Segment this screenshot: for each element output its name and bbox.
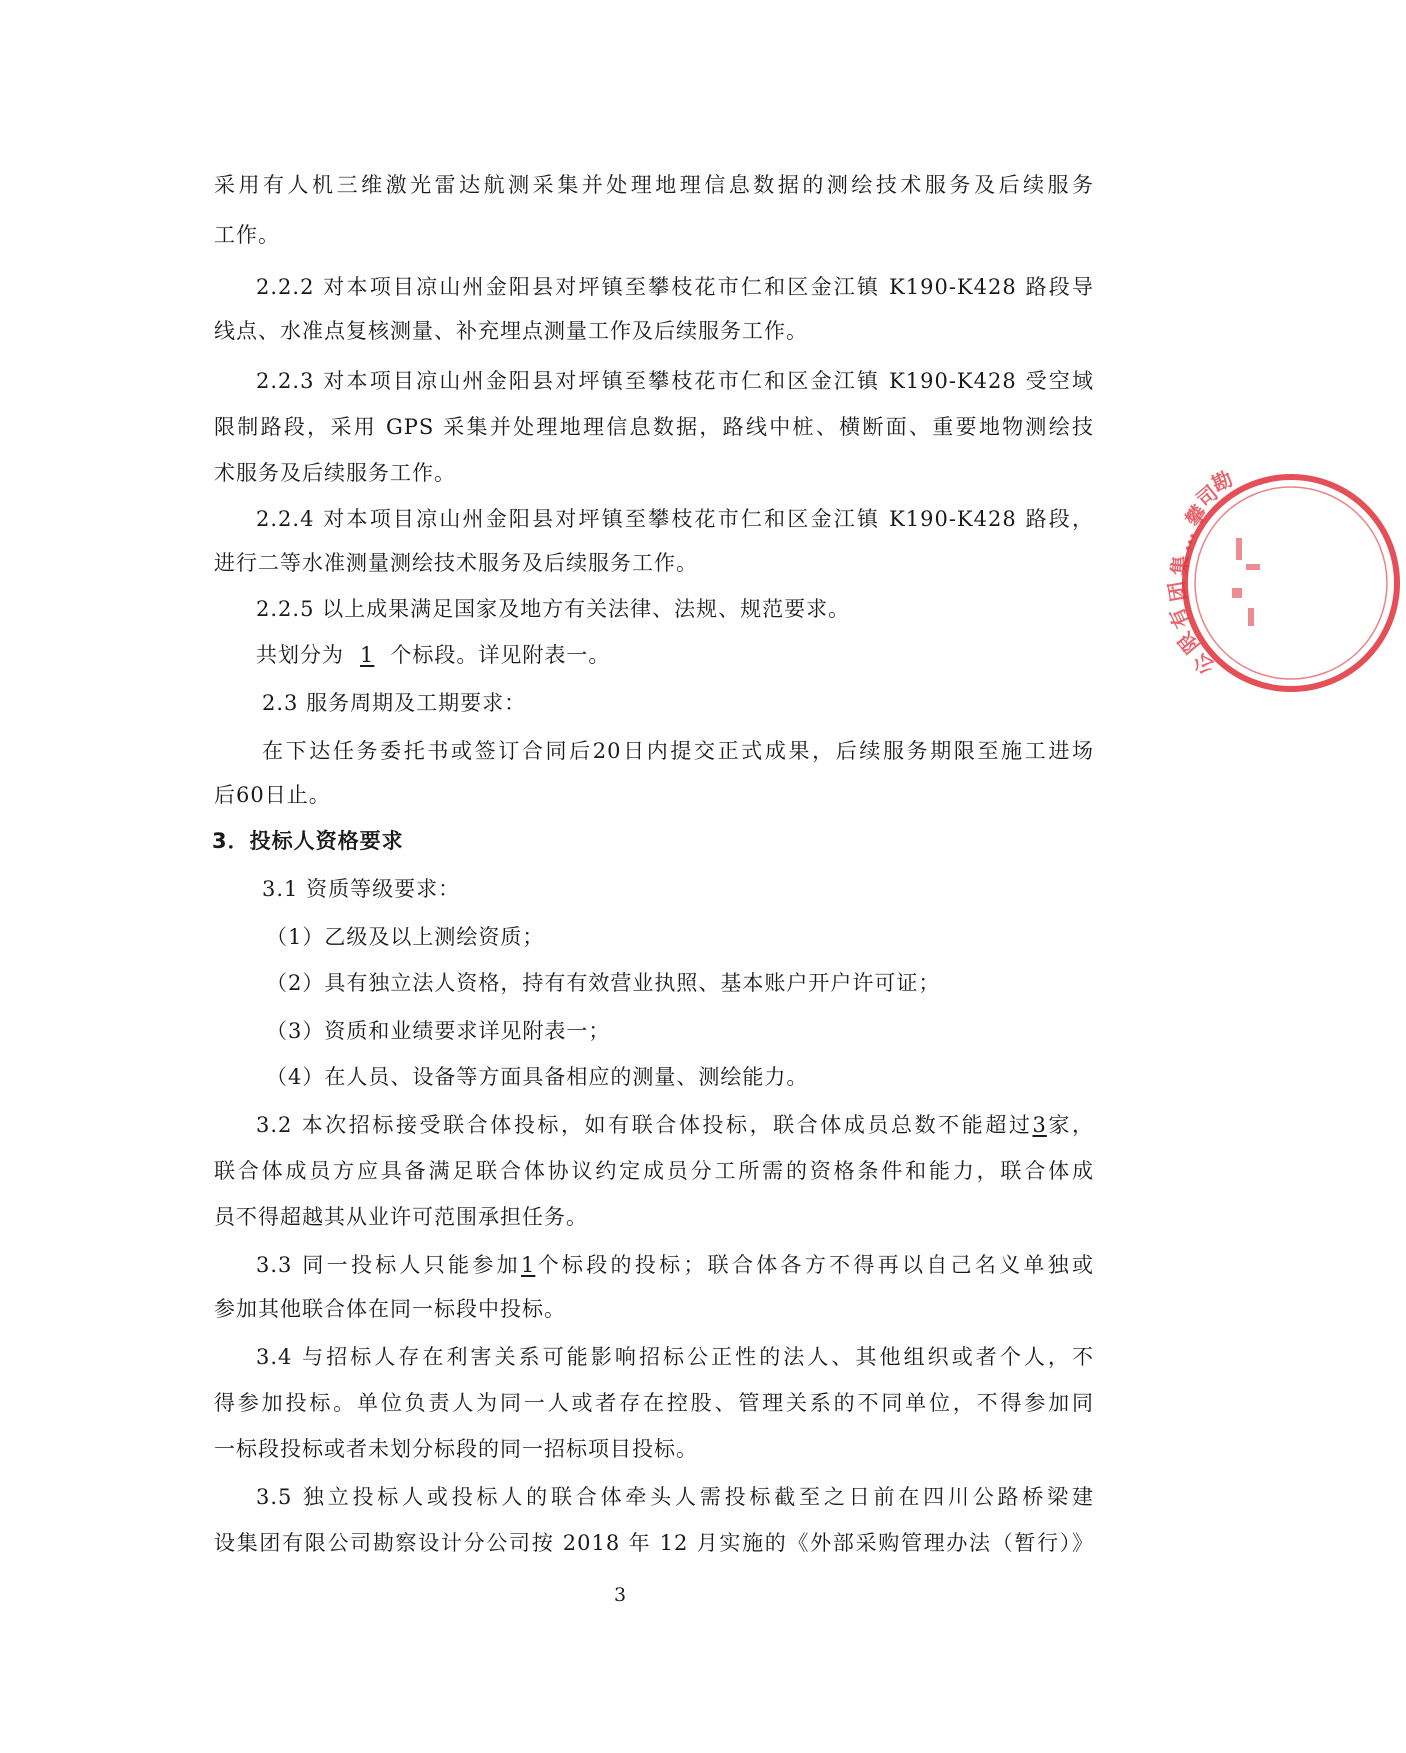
body-line: 工作。	[214, 223, 280, 247]
svg-text:限: 限	[1172, 627, 1204, 659]
body-line: 参加其他联合体在同一标段中投标。	[214, 1297, 566, 1321]
body-line: 员不得超越其从业许可范围承担任务。	[214, 1205, 588, 1229]
body-line: 联合体成员方应具备满足联合体协议约定成员分工所需的资格条件和能力，联合体成	[214, 1159, 1094, 1183]
body-line: 线点、水准点复核测量、补充埋点测量工作及后续服务工作。	[214, 319, 808, 343]
body-line: 2.2.2 对本项目凉山州金阳县对坪镇至攀枝花市仁和区金江镇 K190-K428 路段导	[256, 275, 1094, 299]
subsection-title: 2.3 服务周期及工期要求：	[262, 691, 527, 715]
list-item: （2）具有独立法人资格，持有有效营业执照、基本账户开户许可证；	[266, 971, 941, 995]
bid-limit-count: 1	[520, 1253, 536, 1277]
subsection-title: 3.1 资质等级要求：	[262, 877, 461, 901]
svg-text:勘: 勘	[1207, 466, 1237, 497]
consortium-suffix: 家，	[1046, 1113, 1094, 1137]
body-line: 后60日止。	[214, 783, 331, 807]
bid-limit-suffix: 个标段的投标；联合体各方不得再以自己名义单独或	[535, 1253, 1094, 1277]
company-seal-stamp	[1163, 466, 1406, 698]
body-line: 3.4 与招标人存在利害关系可能影响招标公正性的法人、其他组织或者个人，不	[256, 1345, 1094, 1369]
bid-limit-line	[256, 1250, 1094, 1280]
sections-prefix: 共划分为	[256, 643, 344, 667]
body-line: 3.5 独立投标人或投标人的联合体牵头人需投标截至之日前在四川公路桥梁建	[256, 1485, 1094, 1509]
consortium-prefix: 3.2 本次招标接受联合体投标，如有联合体投标，联合体成员总数不能超过	[256, 1113, 1033, 1137]
body-line: 限制路段，采用 GPS 采集并处理地理信息数据，路线中桩、横断面、重要地物测绘技	[214, 415, 1094, 439]
body-line: 在下达任务委托书或签订合同后20日内提交正式成果，后续服务期限至施工进场	[262, 739, 1094, 763]
svg-text:司: 司	[1191, 480, 1223, 512]
body-line: 2.2.5 以上成果满足国家及地方有关法律、法规、规范要求。	[256, 597, 851, 621]
body-line: 2.2.3 对本项目凉山州金阳县对坪镇至攀枝花市仁和区金江镇 K190-K428 受空域	[256, 369, 1094, 393]
svg-text:有: 有	[1164, 603, 1195, 633]
consortium-line	[256, 1110, 1094, 1140]
svg-text:公: 公	[1188, 648, 1219, 680]
list-item: （4）在人员、设备等方面具备相应的测量、测绘能力。	[266, 1065, 809, 1089]
body-line: 得参加投标。单位负责人为同一人或者存在控股、管理关系的不同单位，不得参加同	[214, 1391, 1094, 1415]
body-line: 一标段投标或者未划分标段的同一招标项目投标。	[214, 1437, 698, 1461]
svg-text:…: …	[1170, 526, 1200, 554]
svg-text:攀: 攀	[1180, 500, 1212, 531]
section-heading: 3．投标人资格要求	[212, 829, 404, 853]
body-line: 2.2.4 对本项目凉山州金阳县对坪镇至攀枝花市仁和区金江镇 K190-K428 路段，	[256, 507, 1094, 531]
bid-limit-prefix: 3.3 同一投标人只能参加	[256, 1253, 521, 1277]
list-item: （3）资质和业绩要求详见附表一；	[266, 1019, 611, 1043]
svg-text:集: 集	[1167, 554, 1193, 577]
sections-count: 1	[360, 643, 375, 667]
body-line: 采用有人机三维激光雷达航测采集并处理地理信息数据的测绘技术服务及后续服务	[214, 173, 1094, 197]
body-line: 设集团有限公司勘察设计分公司按 2018 年 12 月实施的《外部采购管理办法（暂行）》	[214, 1531, 1094, 1555]
body-line: 进行二等水准测量测绘技术服务及后续服务工作。	[214, 551, 698, 575]
list-item: （1）乙级及以上测绘资质；	[266, 925, 545, 949]
consortium-max: 3	[1032, 1113, 1047, 1137]
sections-line	[256, 640, 610, 670]
page-number: 3	[613, 1584, 627, 1606]
sections-suffix: 个标段。详见附表一。	[390, 643, 611, 667]
svg-text:团: 团	[1163, 579, 1191, 604]
body-line: 术服务及后续服务工作。	[214, 461, 456, 485]
